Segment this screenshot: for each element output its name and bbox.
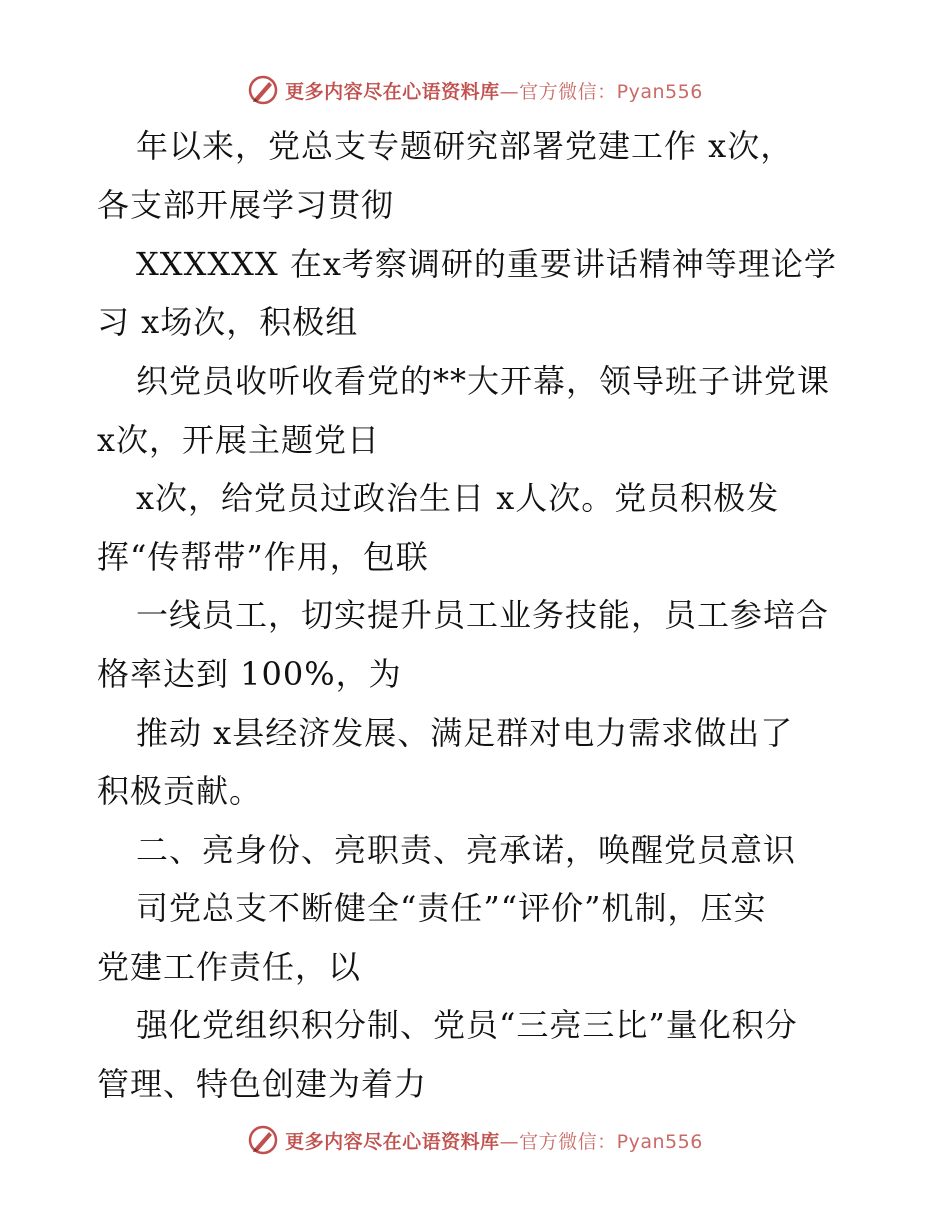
- text-line: 党建工作责任，以: [97, 948, 362, 986]
- text-line: x次，给党员过政治生日 x人次。党员积极发: [136, 479, 780, 517]
- text-line: 司党总支不断健全“责任”“评价”机制，压实: [136, 889, 767, 927]
- text-line: 强化党组织积分制、党员“三亮三比”量化积分: [136, 1006, 798, 1044]
- text-line: 习 x场次，积极组: [97, 303, 359, 341]
- text-line: 织党员收听收看党的**大开幕，领导班子讲党课: [136, 362, 831, 400]
- pen-logo-icon: [247, 74, 279, 106]
- text-line: 一线员工，切实提升员工业务技能，员工参培合: [136, 596, 830, 634]
- text-line: x次，开展主题党日: [97, 421, 381, 459]
- text-line: 推动 x县经济发展、满足群对电力需求做出了: [136, 714, 794, 752]
- text-line: XXXXXX 在x考察调研的重要讲话精神等理论学: [136, 245, 837, 283]
- text-line: 挥“传帮带”作用，包联: [97, 538, 429, 576]
- watermark-text: 更多内容尽在心语资料库—官方微信：Pyan556: [285, 1130, 703, 1153]
- pen-logo-icon: [247, 1124, 279, 1156]
- text-line: 管理、特色创建为着力: [97, 1065, 428, 1103]
- header-watermark: [0, 70, 950, 110]
- text-line: 积极贡献。: [97, 772, 263, 810]
- watermark-text: 更多内容尽在心语资料库—官方微信：Pyan556: [285, 80, 703, 103]
- text-line: 各支部开展学习贯彻: [97, 186, 395, 224]
- text-line: 格率达到 100%，为: [97, 655, 402, 693]
- text-line: 年以来，党总支专题研究部署党建工作 x次，: [136, 127, 794, 165]
- section-heading: 二、亮身份、亮职责、亮承诺，唤醒党员意识: [136, 831, 797, 869]
- footer-watermark: [0, 1120, 950, 1160]
